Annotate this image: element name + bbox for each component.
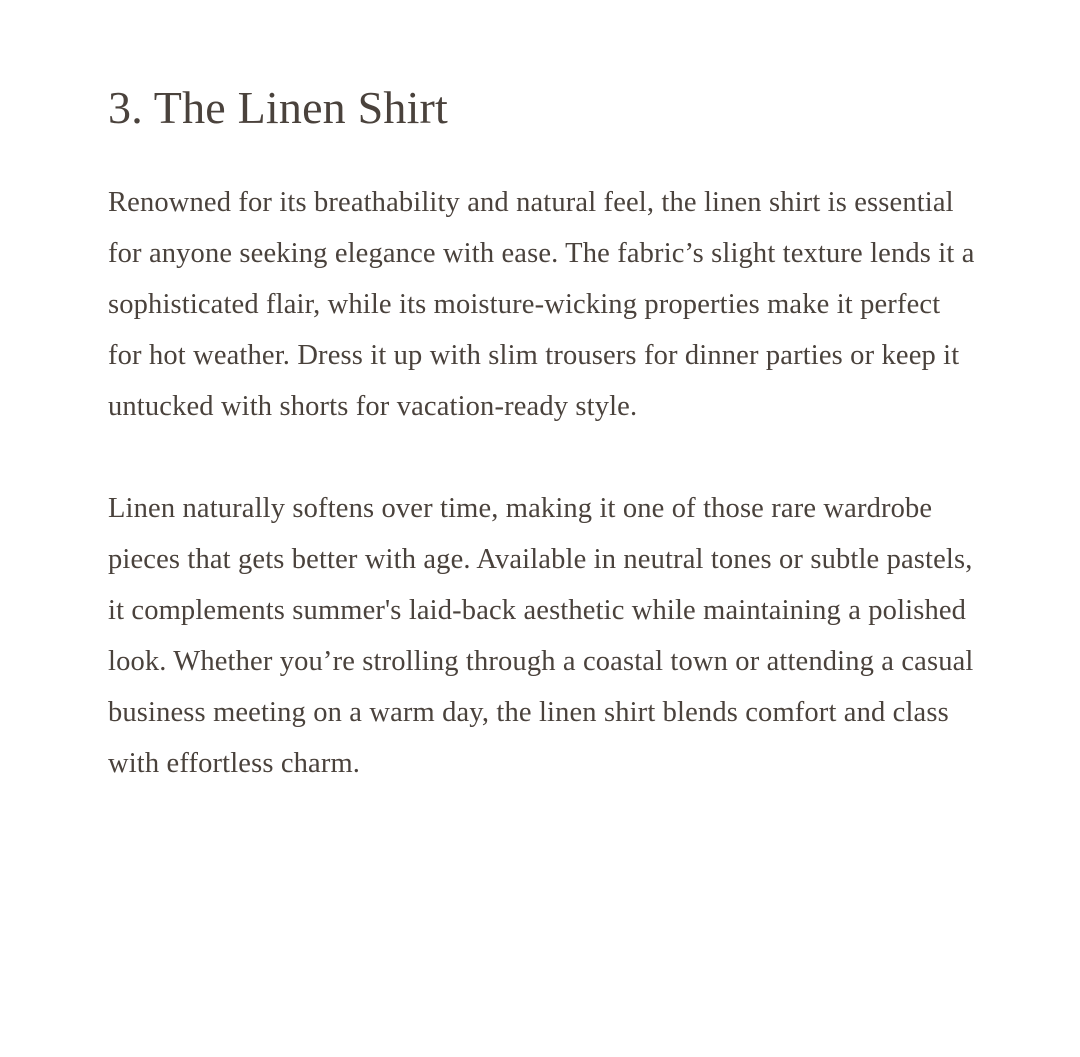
article-section xyxy=(108,78,980,789)
section-title: 3. The Linen Shirt xyxy=(108,82,449,133)
paragraph-softens-over-time: Linen naturally softens over time, making it one of those rare wardrobe pieces that gets better with age. Available in neutral tones or subtle pastels, it complements summer's laid-back aesthetic while maintaining a polished look. Whether you’re strolling through a coastal town or attending a casual business meeting on a warm day, the linen shirt blends comfort and class with effortless charm. xyxy=(108,493,974,779)
paragraph-breathability: Renowned for its breathability and natural feel, the linen shirt is essential for anyone seeking elegance with ease. The fabric’s slight texture lends it a sophisticated flair, while its moisture-wicking properties make it perfect for hot weather. Dress it up with slim trousers for dinner parties or keep it untucked with shorts for vacation-ready style. xyxy=(108,187,975,422)
